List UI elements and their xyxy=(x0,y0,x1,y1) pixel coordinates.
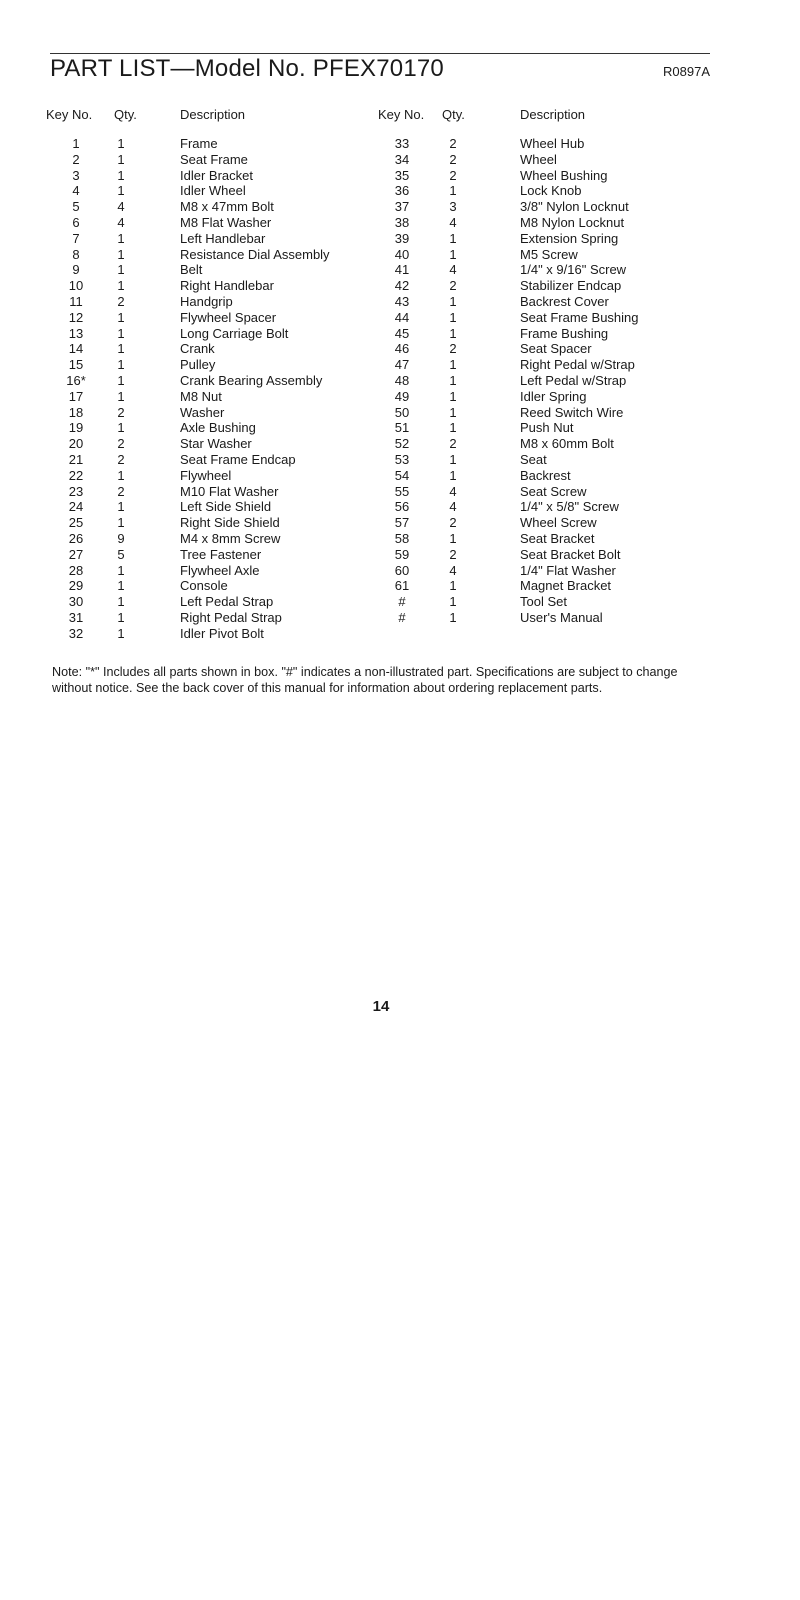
part-qty: 2 xyxy=(449,436,457,452)
part-qty: 1 xyxy=(449,578,457,594)
part-description: Left Pedal Strap xyxy=(180,594,274,610)
part-key-no: 8 xyxy=(72,246,80,262)
part-description: Idler Spring xyxy=(520,388,587,404)
part-description: Idler Bracket xyxy=(180,167,253,183)
part-qty: 2 xyxy=(449,136,457,151)
part-qty: 1 xyxy=(117,594,125,610)
part-key-no: 22 xyxy=(68,467,84,483)
part-key-no: 30 xyxy=(68,594,84,610)
part-key-no: 60 xyxy=(394,562,410,578)
part-qty: 1 xyxy=(117,562,125,578)
footnote: Note: "*" Includes all parts shown in box. "#" indicates a non-illustrated part. Specifications are subject to change without notice. See the back cover of this manual for information about ordering replacement parts. xyxy=(52,665,678,695)
part-description: Backrest xyxy=(520,467,571,483)
part-key-no: 10 xyxy=(68,278,84,294)
part-key-no: 4 xyxy=(72,183,80,199)
part-description: Lock Knob xyxy=(520,183,582,199)
part-qty: 1 xyxy=(449,246,457,262)
part-description: Wheel xyxy=(520,151,557,167)
part-description: Wheel Screw xyxy=(520,515,597,531)
part-qty: 1 xyxy=(117,136,125,151)
part-qty: 1 xyxy=(117,609,125,625)
part-key-no: 23 xyxy=(68,483,84,499)
part-description: Right Handlebar xyxy=(180,278,274,294)
part-description: Seat Frame Endcap xyxy=(180,451,296,467)
part-key-no: 61 xyxy=(394,578,410,594)
part-description: M8 x 60mm Bolt xyxy=(520,436,614,452)
header-qty: Qty. xyxy=(114,107,137,122)
part-description: Wheel Bushing xyxy=(520,167,608,183)
part-key-no: 35 xyxy=(394,167,410,183)
part-key-no: 2 xyxy=(72,151,80,167)
part-key-no: 36 xyxy=(394,183,410,199)
part-description: 3/8" Nylon Locknut xyxy=(520,199,629,215)
part-key-no: 25 xyxy=(68,515,84,531)
part-description: M8 x 47mm Bolt xyxy=(180,199,274,215)
part-description: Belt xyxy=(180,262,203,278)
part-qty: 1 xyxy=(449,609,457,625)
part-qty: 2 xyxy=(449,546,457,562)
document-code: R0897A xyxy=(663,64,710,79)
part-description: 1/4" x 5/8" Screw xyxy=(520,499,619,515)
part-key-no: 19 xyxy=(68,420,84,436)
part-qty: 1 xyxy=(117,278,125,294)
part-key-no: 50 xyxy=(394,404,410,420)
part-description: Seat Frame Bushing xyxy=(520,309,639,325)
part-description: Left Handlebar xyxy=(180,230,266,246)
header-key-no: Key No. xyxy=(378,107,425,122)
part-description: Flywheel Spacer xyxy=(180,309,277,325)
part-qty: 1 xyxy=(117,167,125,183)
part-description: Tool Set xyxy=(520,594,567,610)
part-qty: 1 xyxy=(117,325,125,341)
part-qty: 1 xyxy=(117,183,125,199)
part-qty: 1 xyxy=(449,372,457,388)
part-key-no: 58 xyxy=(394,530,410,546)
part-qty: 5 xyxy=(117,546,125,562)
part-key-no: 49 xyxy=(394,388,410,404)
part-description: M8 Flat Washer xyxy=(180,214,272,230)
part-qty: 4 xyxy=(449,214,457,230)
part-description: Crank Bearing Assembly xyxy=(180,372,323,388)
part-description: Flywheel Axle xyxy=(180,562,260,578)
part-key-no: 5 xyxy=(72,199,80,215)
part-key-no: 45 xyxy=(394,325,410,341)
part-qty: 2 xyxy=(449,515,457,531)
part-key-no: 39 xyxy=(394,230,410,246)
part-key-no: 26 xyxy=(68,530,84,546)
part-key-no: 47 xyxy=(394,357,410,373)
part-description: Idler Wheel xyxy=(180,183,246,199)
part-qty: 4 xyxy=(117,199,125,215)
part-description: M4 x 8mm Screw xyxy=(180,530,281,546)
part-qty: 1 xyxy=(449,309,457,325)
part-key-no: 31 xyxy=(68,609,84,625)
part-key-no: 41 xyxy=(394,262,410,278)
part-key-no: 37 xyxy=(394,199,410,215)
part-description: Reed Switch Wire xyxy=(520,404,624,420)
part-key-no: # xyxy=(398,609,406,625)
part-qty: 1 xyxy=(117,420,125,436)
part-description: Left Pedal w/Strap xyxy=(520,372,627,388)
part-qty: 4 xyxy=(449,562,457,578)
part-key-no: 9 xyxy=(72,262,80,278)
part-description: Frame xyxy=(180,136,218,151)
part-description: Frame Bushing xyxy=(520,325,609,341)
part-qty: 4 xyxy=(449,483,457,499)
part-key-no: 40 xyxy=(394,246,410,262)
part-key-no: 18 xyxy=(68,404,84,420)
part-qty: 2 xyxy=(117,293,125,309)
part-description: Seat xyxy=(520,451,547,467)
part-description: M8 Nut xyxy=(180,388,222,404)
part-key-no: 15 xyxy=(68,357,84,373)
part-qty: 1 xyxy=(449,183,457,199)
part-qty: 1 xyxy=(449,325,457,341)
part-key-no: 3 xyxy=(72,167,80,183)
part-key-no: 32 xyxy=(68,625,84,641)
part-description: Push Nut xyxy=(520,420,574,436)
part-qty: 1 xyxy=(117,578,125,594)
part-key-no: 11 xyxy=(69,293,83,309)
part-key-no: 43 xyxy=(394,293,410,309)
part-qty: 1 xyxy=(117,230,125,246)
part-key-no: 13 xyxy=(68,325,84,341)
part-key-no: 48 xyxy=(394,372,410,388)
part-description: Extension Spring xyxy=(520,230,619,246)
header-description: Description xyxy=(180,107,246,122)
part-description: Crank xyxy=(180,341,215,357)
part-key-no: # xyxy=(398,594,406,610)
part-description: M5 Screw xyxy=(520,246,578,262)
part-key-no: 20 xyxy=(68,436,84,452)
part-key-no: 24 xyxy=(68,499,84,515)
part-qty: 1 xyxy=(449,530,457,546)
part-key-no: 14 xyxy=(68,341,84,357)
part-qty: 1 xyxy=(449,357,457,373)
part-description: Seat Bracket Bolt xyxy=(520,546,621,562)
part-key-no: 34 xyxy=(394,151,410,167)
header-qty: Qty. xyxy=(442,107,465,122)
part-key-no: 52 xyxy=(394,436,410,452)
part-description: Seat Screw xyxy=(520,483,587,499)
part-qty: 4 xyxy=(117,214,125,230)
header-description: Description xyxy=(520,107,586,122)
part-description: Seat Frame xyxy=(180,151,248,167)
part-qty: 2 xyxy=(117,483,125,499)
part-qty: 1 xyxy=(117,357,125,373)
part-qty: 1 xyxy=(117,515,125,531)
part-description: M10 Flat Washer xyxy=(180,483,279,499)
part-description: User's Manual xyxy=(520,609,603,625)
part-qty: 2 xyxy=(449,167,457,183)
part-qty: 2 xyxy=(117,436,125,452)
part-key-no: 53 xyxy=(394,451,410,467)
part-key-no: 29 xyxy=(68,578,84,594)
part-qty: 2 xyxy=(449,278,457,294)
part-qty: 1 xyxy=(117,341,125,357)
page-number: 14 xyxy=(372,998,390,1015)
part-qty: 1 xyxy=(449,467,457,483)
part-description: Magnet Bracket xyxy=(520,578,612,594)
part-qty: 1 xyxy=(117,246,125,262)
part-qty: 1 xyxy=(117,309,125,325)
part-qty: 1 xyxy=(117,467,125,483)
part-description: Star Washer xyxy=(180,436,252,452)
part-key-no: 51 xyxy=(394,420,410,436)
part-qty: 1 xyxy=(449,388,457,404)
part-key-no: 1 xyxy=(72,136,80,151)
part-key-no: 6 xyxy=(72,214,80,230)
part-key-no: 42 xyxy=(394,278,410,294)
part-key-no: 21 xyxy=(68,451,84,467)
part-qty: 4 xyxy=(449,499,457,515)
part-description: 1/4" x 9/16" Screw xyxy=(520,262,627,278)
part-qty: 2 xyxy=(449,341,457,357)
part-description: Backrest Cover xyxy=(520,293,609,309)
part-qty: 1 xyxy=(117,388,125,404)
part-description: Right Pedal Strap xyxy=(180,609,282,625)
part-qty: 3 xyxy=(449,199,457,215)
part-qty: 1 xyxy=(449,404,457,420)
part-description: Flywheel xyxy=(180,467,232,483)
part-qty: 2 xyxy=(117,451,125,467)
part-key-no: 59 xyxy=(394,546,410,562)
part-qty: 9 xyxy=(117,530,125,546)
part-key-no: 46 xyxy=(394,341,410,357)
part-qty: 1 xyxy=(117,151,125,167)
part-qty: 1 xyxy=(449,230,457,246)
part-qty: 4 xyxy=(449,262,457,278)
part-key-no: 57 xyxy=(394,515,410,531)
part-description: Right Pedal w/Strap xyxy=(520,357,635,373)
part-qty: 1 xyxy=(117,262,125,278)
part-key-no: 7 xyxy=(72,230,80,246)
part-description: Long Carriage Bolt xyxy=(180,325,289,341)
part-description: Console xyxy=(180,578,228,594)
part-key-no: 56 xyxy=(394,499,410,515)
page-title: PART LIST—Model No. PFEX70170 xyxy=(50,55,444,82)
part-key-no: 54 xyxy=(394,467,410,483)
part-description: Resistance Dial Assembly xyxy=(180,246,330,262)
part-key-no: 12 xyxy=(68,309,84,325)
part-qty: 1 xyxy=(449,594,457,610)
part-key-no: 16* xyxy=(66,372,86,388)
part-qty: 1 xyxy=(449,420,457,436)
part-qty: 1 xyxy=(449,451,457,467)
part-description: Pulley xyxy=(180,357,216,373)
part-key-no: 17 xyxy=(68,388,84,404)
part-qty: 2 xyxy=(117,404,125,420)
part-description: Tree Fastener xyxy=(180,546,262,562)
part-key-no: 44 xyxy=(394,309,410,325)
part-description: M8 Nylon Locknut xyxy=(520,214,625,230)
part-description: Right Side Shield xyxy=(180,515,280,531)
part-key-no: 27 xyxy=(68,546,84,562)
part-description: Washer xyxy=(180,404,225,420)
part-description: Stabilizer Endcap xyxy=(520,278,622,294)
part-key-no: 55 xyxy=(394,483,410,499)
part-key-no: 28 xyxy=(68,562,84,578)
part-description: Axle Bushing xyxy=(180,420,256,436)
part-description: Idler Pivot Bolt xyxy=(180,625,264,641)
part-description: 1/4" Flat Washer xyxy=(520,562,616,578)
part-qty: 1 xyxy=(117,372,125,388)
part-description: Left Side Shield xyxy=(180,499,272,515)
part-key-no: 33 xyxy=(394,136,410,151)
part-qty: 1 xyxy=(117,625,125,641)
part-description: Seat Bracket xyxy=(520,530,595,546)
part-description: Wheel Hub xyxy=(520,136,585,151)
part-qty: 1 xyxy=(117,499,125,515)
header-key-no: Key No. xyxy=(46,107,93,122)
part-qty: 1 xyxy=(449,293,457,309)
part-description: Handgrip xyxy=(180,293,233,309)
part-description: Seat Spacer xyxy=(520,341,592,357)
part-qty: 2 xyxy=(449,151,457,167)
part-key-no: 38 xyxy=(394,214,410,230)
